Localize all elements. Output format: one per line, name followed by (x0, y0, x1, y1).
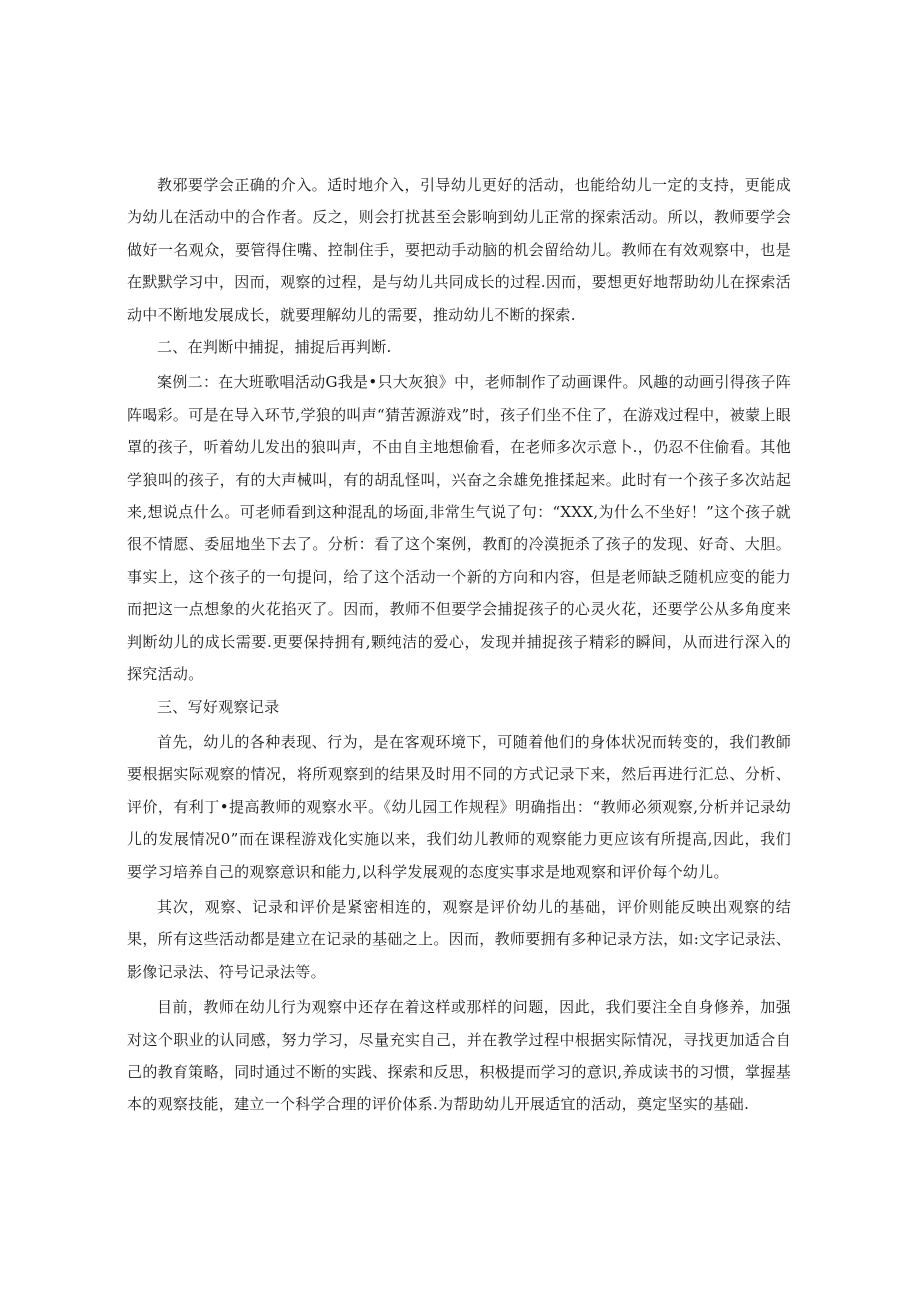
document-page (127, 169, 791, 1121)
section-heading-3: 三、写好观察记录 (157, 697, 280, 716)
paragraph-second: 其次，观察、记录和评价是紧密相连的，观察是评价幼儿的基础，评价则能反映出观察的结果，所有这些活动都是建立在记录的基础之上。因而，教师要拥有多种记录方法，如:文字记录法、影像记录法、符号记录法等。 (127, 897, 791, 981)
paragraph-first: 首先，幼儿的各种表现、行为，是在客观环境下，可随着他们的身体状况而转变的，我们教師要根据实际观察的情况，将所观察到的结果及时用不同的方式记录下来，然后再进行汇总、分析、评价，有利丁•提高教师的观察水平。《幼儿园工作规程》明确指出：“教师必须观察,分析并记录幼儿的发展情况0”而在课程游戏化实施以来，我们幼儿教师的观察能力更应该有所提高,因此，我们要学习培养自己的观察意识和能力,以科学发展观的态度实事求是地观察和评价每个幼儿。 (127, 732, 791, 881)
paragraph-current: 目前，教师在幼儿行为观察中还存在着这样或那样的问题，因此，我们要注全自身修养，加强对这个职业的认同感，努力学习，尽量充实自己，并在教学过程中根据实际情况，寻找更加适合自己的教育策略，同时通过不断的实践、探索和反思，积极提而学习的意识,养成读书的习惯，掌握基本的观察技能，建立一个科学合理的评价体系.为帮助幼儿开展适宜的活动，奠定坚实的基础. (127, 998, 791, 1114)
section-heading-2: 二、在判断中捕捉，捕捉后再判断. (157, 338, 392, 357)
paragraph-intervention: 教邪要学会正确的介入。适时地介入，引导幼儿更好的活动，也能给幼儿一定的支持，更能成为幼儿在活动中的合作者。反之，则会打扰甚至会影响到幼儿正常的探索活动。所以，教师要学会做好一名观众，要管得住嘴、控制住手，要把动手动脑的机会留给幼儿。教师在有效观察中，也是在默默学习中，因而，观察的过程，是与幼儿共同成长的过程.因而，要想更好地帮助幼儿在探索活动中不断地发展成长，就要理解幼儿的需要，推动幼儿不断的探索. (127, 176, 791, 324)
paragraph-case-two: 案例二：在大班歌唱活动G我是•只大灰狼》中，老师制作了动画课件。风趣的动画引得孩子阵阵喝彩。可是在导入环节,学狼的叫声“猜苦源游戏”时，孩子们坐不住了，在游戏过程中，被蒙上眼罩的孩子，听着幼儿发出的狼叫声，不由自主地想偷看，在老师多次示意卜.，仍忍不住偷看。其他学狼叫的孩子，有的大声械叫，有的胡乱怪叫，兴奋之余雄免推揉起来。此时有一个孩子多次站起来,想说点什么。可老师看到这种混乱的场面,非常生气说了句：“XXX,为什么不坐好！”这个孩子就很不情愿、委屈地坐下去了。分析：看了这个案例，教酊的冷漠扼杀了孩子的发现、好奇、大胆。事实上，这个孩子的一句提问，给了这个活动一个新的方向和内容，但是老师缺乏随机应变的能力而把这一点想象的火花掐灭了。因而，教师不但要学会捕捉孩子的心灵火花，还要学公从多角度来判断幼儿的成长需要.更要保持拥有,颗纯洁的爱心，发现并捕捉孩子精彩的瞬间，从而进行深入的探究活动。 (127, 373, 791, 684)
